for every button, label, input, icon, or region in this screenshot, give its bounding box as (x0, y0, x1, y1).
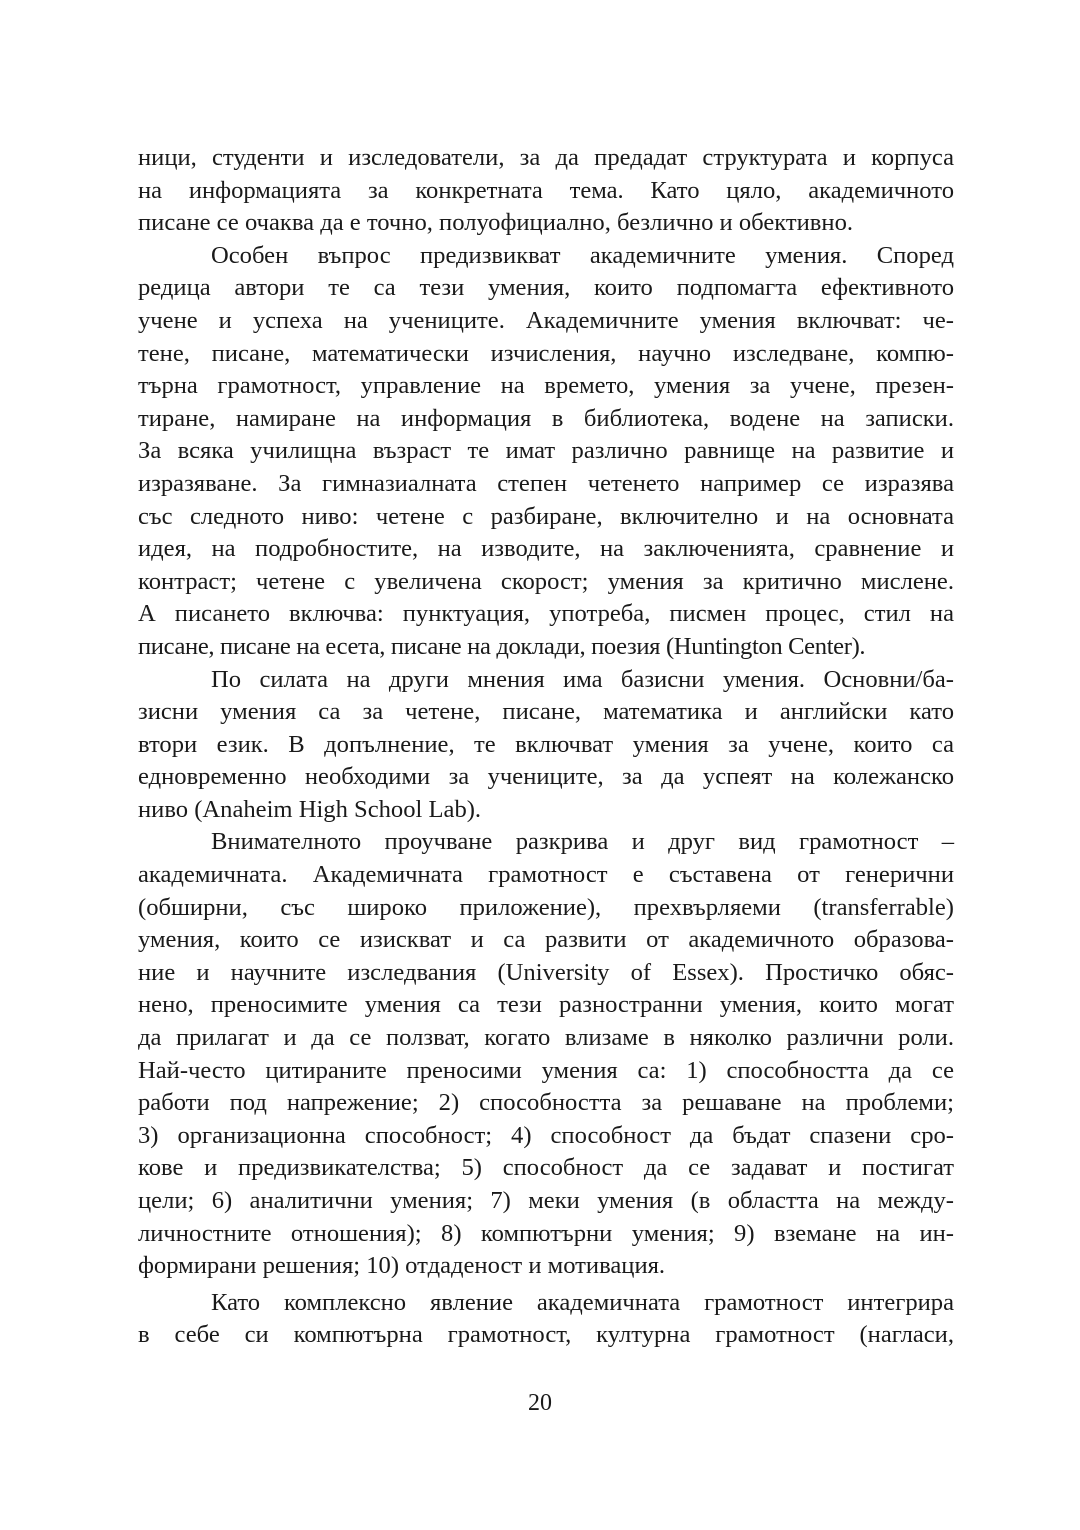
page-body (138, 142, 954, 1352)
text-line: тене, писане, математически изчисления, научно изследване, компю- (138, 339, 954, 367)
text-line: За всяка училищна възраст те имат различно равнище на развитие и (138, 437, 954, 465)
text-line: на информацията за конкретната тема. Като цяло, академичното (138, 176, 954, 204)
text-line: (обширни, със широко приложение), прехвърляеми (transferrable) (138, 893, 954, 921)
text-line: личностните отношения); 8) компютърни умения; 9) вземане на ин- (138, 1219, 954, 1247)
text-line: Най-често цитираните преносими умения са: 1) способността да се (138, 1056, 954, 1084)
text-line: търна грамотност, управление на времето, умения за учене, презен- (138, 372, 954, 400)
text-line: писане се очаква да е точно, полуофициално, безлично и обективно. (138, 209, 854, 237)
text-line: в себе си компютърна грамотност, културна грамотност (нагласи, (138, 1321, 954, 1349)
text-line: зисни умения са за четене, писане, математика и английски като (138, 698, 954, 726)
text-line: ници, студенти и изследователи, за да предадат структурата и корпуса (138, 144, 954, 171)
text-line: контраст; четене с увеличена скорост; умения за критично мислене. (138, 567, 954, 595)
text-line: втори език. В допълнение, те включват умения за учене, които са (138, 730, 954, 758)
text-line: формирани решения; 10) отдаденост и мотивация. (138, 1252, 666, 1280)
text-line: 3) организационна способност; 4) способност да бъдат спазени сро- (138, 1121, 954, 1149)
text-line: със следното ниво: четене с разбиране, включително и на основната (138, 502, 954, 530)
text-line: Особен въпрос предизвикват академичните умения. Според (211, 241, 954, 269)
text-line: писане, писане на есета, писане на доклади, поезия (Huntington Center). (138, 632, 866, 660)
text-line: ниво (Anaheim High School Lab). (138, 795, 482, 823)
text-line: Като комплексно явление академичната грамотност интегрира (211, 1288, 954, 1316)
paragraph-2 (138, 240, 954, 664)
text-line: академичната. Академичната грамотност е съставена от генерични (138, 861, 954, 889)
text-line: едновременно необходими за учениците, за да успеят на колежанско (138, 763, 954, 791)
text-line: редица автори те са тези умения, които подпомагта ефективното (138, 274, 954, 302)
text-line: умения, които се изискват и са развити от академичното образова- (138, 926, 954, 954)
text-line: изразяване. За гимназиалната степен четенето например се изразява (138, 469, 954, 497)
text-line: А писането включва: пунктуация, употреба, писмен процес, стил на (138, 600, 954, 628)
paragraph-1 (138, 142, 954, 240)
text-line: да прилагат и да се ползват, когато влизаме в няколко различни роли. (138, 1024, 954, 1052)
text-line: По силата на други мнения има базисни умения. Основни/ба- (211, 665, 954, 693)
text-line: работи под напрежение; 2) способността за решаване на проблеми; (138, 1089, 954, 1117)
text-line: идея, на подробностите, на изводите, на заключенията, сравнение и (138, 535, 954, 563)
paragraph-5 (138, 1287, 954, 1352)
page-number: 20 (528, 1390, 552, 1416)
text-line: ние и научните изследвания (University of Essex). Простичко обяс- (138, 958, 954, 986)
text-line: учене и успеха на учениците. Академичните умения включват: че- (138, 306, 954, 334)
text-line: Внимателното проучване разкрива и друг вид грамотност – (211, 828, 954, 856)
text-line: цели; 6) аналитични умения; 7) меки умения (в областта на между- (138, 1187, 954, 1214)
text-line: нено, преносимите умения са тези разностранни умения, които могат (138, 991, 954, 1019)
paragraph-3 (138, 664, 954, 827)
text-line: тиране, намиране на информация в библиотека, водене на записки. (138, 404, 954, 432)
text-line: кове и предизвикателства; 5) способност да се задават и постигат (138, 1154, 954, 1182)
paragraph-4 (138, 826, 954, 1282)
